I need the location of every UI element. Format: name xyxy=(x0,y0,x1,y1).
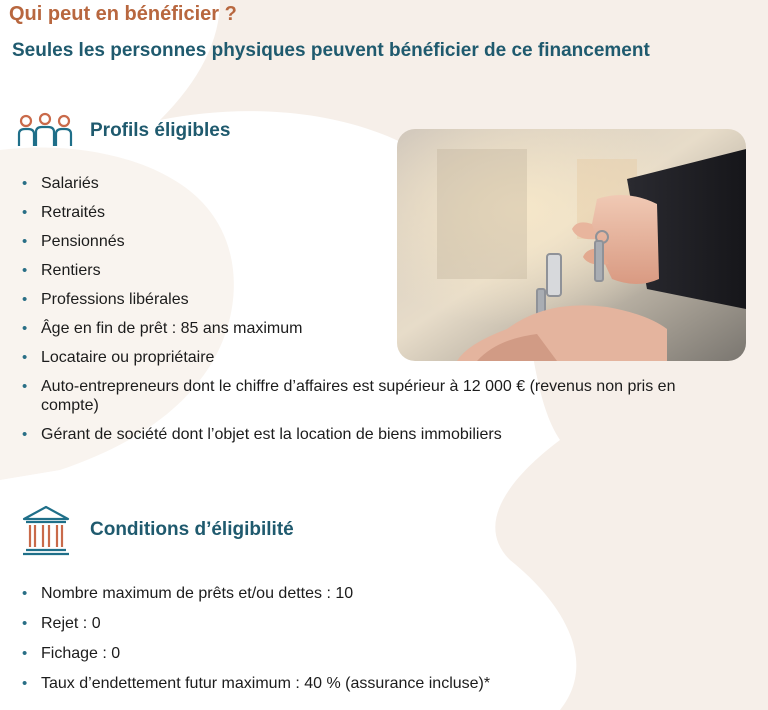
list-item: • Salariés xyxy=(20,174,700,193)
list-item: • Auto-entrepreneurs dont le chiffre d’affaires est supérieur à 12 000 € (revenus non pris en compte) xyxy=(20,377,701,415)
profiles-header xyxy=(16,112,230,150)
list-item: • Retraités xyxy=(20,203,700,222)
list-item: • Rejet : 0 xyxy=(20,614,700,633)
list-item: • Professions libérales xyxy=(20,290,700,309)
list-item: • Fichage : 0 xyxy=(20,644,700,663)
conditions-header xyxy=(20,504,294,556)
bank-building-icon xyxy=(20,504,72,556)
keys-handover-photo xyxy=(397,129,746,361)
list-item: • Locataire ou propriétaire xyxy=(20,348,700,367)
list-item: • Nombre maximum de prêts et/ou dettes : 10 xyxy=(20,584,700,603)
people-group-icon xyxy=(16,112,74,150)
list-item: • Pensionnés xyxy=(20,232,700,251)
profiles-heading: Profils éligibles xyxy=(90,120,231,141)
list-item: • Rentiers xyxy=(20,261,700,280)
conditions-list xyxy=(20,584,700,693)
conditions-heading: Conditions d’éligibilité xyxy=(90,519,294,540)
list-item: • Âge en fin de prêt : 85 ans maximum xyxy=(20,319,700,338)
page-subtitle: Seules les personnes physiques peuvent bénéficier de ce financement xyxy=(12,40,650,61)
list-item: • Gérant de société dont l’objet est la location de biens immobiliers xyxy=(20,425,700,444)
page-title: Qui peut en bénéficier ? xyxy=(9,3,237,25)
list-item: • Taux d’endettement futur maximum : 40 % (assurance incluse)* xyxy=(20,674,700,693)
